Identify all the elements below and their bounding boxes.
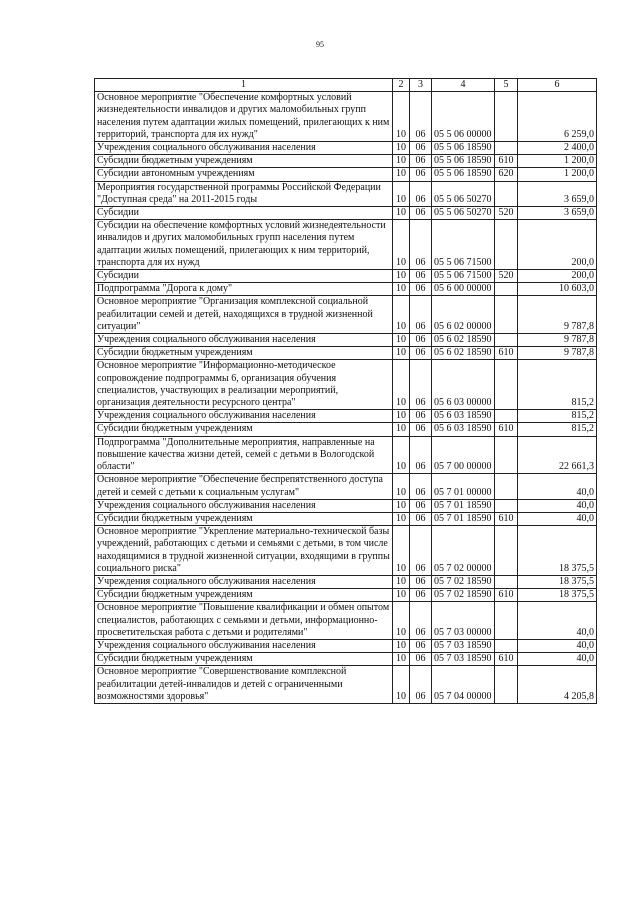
subsection-code-cell: 06 — [410, 423, 432, 436]
table-row — [95, 283, 597, 296]
amount-cell: 22 661,3 — [518, 436, 597, 474]
subsection-code-cell: 06 — [410, 168, 432, 181]
amount-cell: 9 787,8 — [518, 347, 597, 360]
section-code-cell: 10 — [393, 207, 410, 220]
expense-type-cell — [495, 181, 518, 206]
page-number: 95 — [316, 40, 324, 49]
table-row — [95, 155, 597, 168]
subsection-code-cell: 06 — [410, 270, 432, 283]
row-name-cell: Субсидии автономным учреждениям — [95, 168, 393, 181]
subsection-code-cell: 06 — [410, 589, 432, 602]
amount-cell: 3 659,0 — [518, 207, 597, 220]
row-name-cell: Основное мероприятие "Обеспечение комфортных условий жизнедеятельности инвалидов и других маломобильных групп населения путем адаптации жилых помещений, прилегающих к ним территорий, транспорта для их нужд" — [95, 92, 393, 142]
table-row — [95, 142, 597, 155]
table-row — [95, 499, 597, 512]
amount-cell: 18 375,5 — [518, 575, 597, 588]
expense-type-cell — [495, 142, 518, 155]
target-article-cell: 05 7 03 00000 — [432, 602, 495, 640]
row-name-cell: Учреждения социального обслуживания населения — [95, 639, 393, 652]
expense-type-cell: 610 — [495, 653, 518, 666]
target-article-cell: 05 7 04 00000 — [432, 666, 495, 704]
expense-type-cell — [495, 474, 518, 499]
section-code-cell: 10 — [393, 499, 410, 512]
table-row — [95, 334, 597, 347]
section-code-cell: 10 — [393, 296, 410, 334]
section-code-cell: 10 — [393, 589, 410, 602]
target-article-cell: 05 5 06 18590 — [432, 168, 495, 181]
subsection-code-cell: 06 — [410, 347, 432, 360]
expense-type-cell — [495, 499, 518, 512]
expense-type-cell — [495, 639, 518, 652]
expense-type-cell — [495, 666, 518, 704]
subsection-code-cell: 06 — [410, 575, 432, 588]
target-article-cell: 05 6 03 18590 — [432, 410, 495, 423]
target-article-cell: 05 6 02 18590 — [432, 334, 495, 347]
expense-type-cell: 610 — [495, 347, 518, 360]
amount-cell: 1 200,0 — [518, 168, 597, 181]
amount-cell: 40,0 — [518, 474, 597, 499]
row-name-cell: Основное мероприятие "Укрепление материально-технической базы учреждений, работающих с детьми и семьями с детьми, в том числе находящимися в трудной жизненной ситуации, входящими в группы социального риска" — [95, 526, 393, 576]
section-code-cell: 10 — [393, 423, 410, 436]
amount-cell: 9 787,8 — [518, 296, 597, 334]
header-cell: 5 — [495, 79, 518, 92]
subsection-code-cell: 06 — [410, 410, 432, 423]
target-article-cell: 05 5 06 71500 — [432, 220, 495, 270]
row-name-cell: Основное мероприятие "Обеспечение беспрепятственного доступа детей и семей с детьми к социальным услугам" — [95, 474, 393, 499]
subsection-code-cell: 06 — [410, 155, 432, 168]
row-name-cell: Субсидии бюджетным учреждениям — [95, 653, 393, 666]
expense-type-cell — [495, 360, 518, 410]
section-code-cell: 10 — [393, 334, 410, 347]
amount-cell: 4 205,8 — [518, 666, 597, 704]
amount-cell: 40,0 — [518, 512, 597, 525]
row-name-cell: Субсидии бюджетным учреждениям — [95, 512, 393, 525]
table-row — [95, 512, 597, 525]
table-row — [95, 360, 597, 410]
section-code-cell: 10 — [393, 92, 410, 142]
row-name-cell: Субсидии бюджетным учреждениям — [95, 155, 393, 168]
header-cell: 4 — [432, 79, 495, 92]
target-article-cell: 05 5 06 71500 — [432, 270, 495, 283]
subsection-code-cell: 06 — [410, 602, 432, 640]
row-name-cell: Учреждения социального обслуживания населения — [95, 142, 393, 155]
target-article-cell: 05 7 03 18590 — [432, 639, 495, 652]
target-article-cell: 05 7 00 00000 — [432, 436, 495, 474]
subsection-code-cell: 06 — [410, 92, 432, 142]
header-cell: 2 — [393, 79, 410, 92]
section-code-cell: 10 — [393, 436, 410, 474]
section-code-cell: 10 — [393, 512, 410, 525]
expense-type-cell — [495, 92, 518, 142]
section-code-cell: 10 — [393, 360, 410, 410]
target-article-cell: 05 7 03 18590 — [432, 653, 495, 666]
section-code-cell: 10 — [393, 347, 410, 360]
expense-type-cell: 520 — [495, 207, 518, 220]
row-name-cell: Учреждения социального обслуживания населения — [95, 410, 393, 423]
expense-type-cell — [495, 296, 518, 334]
subsection-code-cell: 06 — [410, 360, 432, 410]
table-row — [95, 220, 597, 270]
target-article-cell: 05 6 02 18590 — [432, 347, 495, 360]
amount-cell: 40,0 — [518, 653, 597, 666]
row-name-cell: Основное мероприятие "Организация комплексной социальной реабилитации семей и детей, находящихся в трудной жизненной ситуации" — [95, 296, 393, 334]
row-name-cell: Подпрограмма "Дополнительные мероприятия, направленные на повышение качества жизни детей, семей с детьми в Вологодской области" — [95, 436, 393, 474]
amount-cell: 6 259,0 — [518, 92, 597, 142]
table-row — [95, 270, 597, 283]
target-article-cell: 05 7 01 18590 — [432, 512, 495, 525]
row-name-cell: Подпрограмма "Дорога к дому" — [95, 283, 393, 296]
row-name-cell: Субсидии бюджетным учреждениям — [95, 347, 393, 360]
subsection-code-cell: 06 — [410, 181, 432, 206]
row-name-cell: Субсидии на обеспечение комфортных условий жизнедеятельности инвалидов и других маломобильных групп населения путем адаптации жилых помещений, прилегающих к ним территорий, транспорта для их нужд — [95, 220, 393, 270]
table-row — [95, 436, 597, 474]
section-code-cell: 10 — [393, 220, 410, 270]
section-code-cell: 10 — [393, 526, 410, 576]
expense-type-cell: 520 — [495, 270, 518, 283]
target-article-cell: 05 7 02 00000 — [432, 526, 495, 576]
row-name-cell: Учреждения социального обслуживания населения — [95, 575, 393, 588]
subsection-code-cell: 06 — [410, 296, 432, 334]
target-article-cell: 05 7 01 00000 — [432, 474, 495, 499]
target-article-cell: 05 6 02 00000 — [432, 296, 495, 334]
table-body — [95, 79, 597, 704]
amount-cell: 200,0 — [518, 270, 597, 283]
table-row — [95, 207, 597, 220]
expense-type-cell — [495, 526, 518, 576]
amount-cell: 2 400,0 — [518, 142, 597, 155]
subsection-code-cell: 06 — [410, 283, 432, 296]
row-name-cell: Основное мероприятие "Информационно-методическое сопровождение подпрограммы 6, организация обучения специалистов, участвующих в реализации мероприятий, организация деятельности ресурсного центра" — [95, 360, 393, 410]
target-article-cell: 05 5 06 18590 — [432, 155, 495, 168]
subsection-code-cell: 06 — [410, 653, 432, 666]
amount-cell: 815,2 — [518, 360, 597, 410]
expense-type-cell: 610 — [495, 589, 518, 602]
header-row — [95, 79, 597, 92]
table-row — [95, 296, 597, 334]
target-article-cell: 05 5 06 00000 — [432, 92, 495, 142]
row-name-cell: Учреждения социального обслуживания населения — [95, 334, 393, 347]
subsection-code-cell: 06 — [410, 334, 432, 347]
expense-type-cell — [495, 334, 518, 347]
subsection-code-cell: 06 — [410, 666, 432, 704]
table-row — [95, 474, 597, 499]
section-code-cell: 10 — [393, 142, 410, 155]
subsection-code-cell: 06 — [410, 220, 432, 270]
subsection-code-cell: 06 — [410, 639, 432, 652]
expense-type-cell — [495, 283, 518, 296]
table-row — [95, 526, 597, 576]
row-name-cell: Субсидии бюджетным учреждениям — [95, 589, 393, 602]
table-row — [95, 589, 597, 602]
table-row — [95, 602, 597, 640]
section-code-cell: 10 — [393, 666, 410, 704]
section-code-cell: 10 — [393, 410, 410, 423]
subsection-code-cell: 06 — [410, 436, 432, 474]
table-row — [95, 575, 597, 588]
amount-cell: 815,2 — [518, 410, 597, 423]
target-article-cell: 05 7 01 18590 — [432, 499, 495, 512]
subsection-code-cell: 06 — [410, 512, 432, 525]
target-article-cell: 05 6 03 18590 — [432, 423, 495, 436]
table-row — [95, 423, 597, 436]
subsection-code-cell: 06 — [410, 499, 432, 512]
expense-type-cell — [495, 220, 518, 270]
expense-type-cell: 610 — [495, 512, 518, 525]
target-article-cell: 05 5 06 18590 — [432, 142, 495, 155]
expense-type-cell: 610 — [495, 155, 518, 168]
table-row — [95, 639, 597, 652]
target-article-cell: 05 5 06 50270 — [432, 181, 495, 206]
row-name-cell: Субсидии — [95, 270, 393, 283]
row-name-cell: Мероприятия государственной программы Российской Федерации "Доступная среда" на 2011-2015 годы — [95, 181, 393, 206]
table-row — [95, 347, 597, 360]
expense-type-cell — [495, 575, 518, 588]
subsection-code-cell: 06 — [410, 207, 432, 220]
target-article-cell: 05 6 03 00000 — [432, 360, 495, 410]
expense-type-cell — [495, 436, 518, 474]
target-article-cell: 05 6 00 00000 — [432, 283, 495, 296]
target-article-cell: 05 5 06 50270 — [432, 207, 495, 220]
amount-cell: 9 787,8 — [518, 334, 597, 347]
section-code-cell: 10 — [393, 181, 410, 206]
section-code-cell: 10 — [393, 602, 410, 640]
amount-cell: 1 200,0 — [518, 155, 597, 168]
table-row — [95, 181, 597, 206]
amount-cell: 815,2 — [518, 423, 597, 436]
table-row — [95, 410, 597, 423]
amount-cell: 40,0 — [518, 602, 597, 640]
subsection-code-cell: 06 — [410, 142, 432, 155]
amount-cell: 3 659,0 — [518, 181, 597, 206]
amount-cell: 18 375,5 — [518, 589, 597, 602]
header-cell: 3 — [410, 79, 432, 92]
budget-table — [94, 78, 597, 704]
target-article-cell: 05 7 02 18590 — [432, 575, 495, 588]
section-code-cell: 10 — [393, 283, 410, 296]
header-cell: 6 — [518, 79, 597, 92]
amount-cell: 200,0 — [518, 220, 597, 270]
section-code-cell: 10 — [393, 474, 410, 499]
amount-cell: 18 375,5 — [518, 526, 597, 576]
amount-cell: 40,0 — [518, 499, 597, 512]
row-name-cell: Субсидии бюджетным учреждениям — [95, 423, 393, 436]
expense-type-cell: 610 — [495, 423, 518, 436]
table-row — [95, 653, 597, 666]
amount-cell: 40,0 — [518, 639, 597, 652]
table-row — [95, 168, 597, 181]
section-code-cell: 10 — [393, 653, 410, 666]
section-code-cell: 10 — [393, 639, 410, 652]
amount-cell: 10 603,0 — [518, 283, 597, 296]
subsection-code-cell: 06 — [410, 526, 432, 576]
expense-type-cell: 620 — [495, 168, 518, 181]
expense-type-cell — [495, 602, 518, 640]
subsection-code-cell: 06 — [410, 474, 432, 499]
table-row — [95, 92, 597, 142]
section-code-cell: 10 — [393, 168, 410, 181]
section-code-cell: 10 — [393, 575, 410, 588]
row-name-cell: Основное мероприятие "Совершенствование комплексной реабилитации детей-инвалидов и детей с ограниченными возможностями здоровья" — [95, 666, 393, 704]
section-code-cell: 10 — [393, 270, 410, 283]
header-cell: 1 — [95, 79, 393, 92]
row-name-cell: Субсидии — [95, 207, 393, 220]
target-article-cell: 05 7 02 18590 — [432, 589, 495, 602]
row-name-cell: Основное мероприятие "Повышение квалификации и обмен опытом специалистов, работающих с семьями и детьми, информационно-просветительская работа с детьми и родителями" — [95, 602, 393, 640]
section-code-cell: 10 — [393, 155, 410, 168]
expense-type-cell — [495, 410, 518, 423]
table-row — [95, 666, 597, 704]
row-name-cell: Учреждения социального обслуживания населения — [95, 499, 393, 512]
